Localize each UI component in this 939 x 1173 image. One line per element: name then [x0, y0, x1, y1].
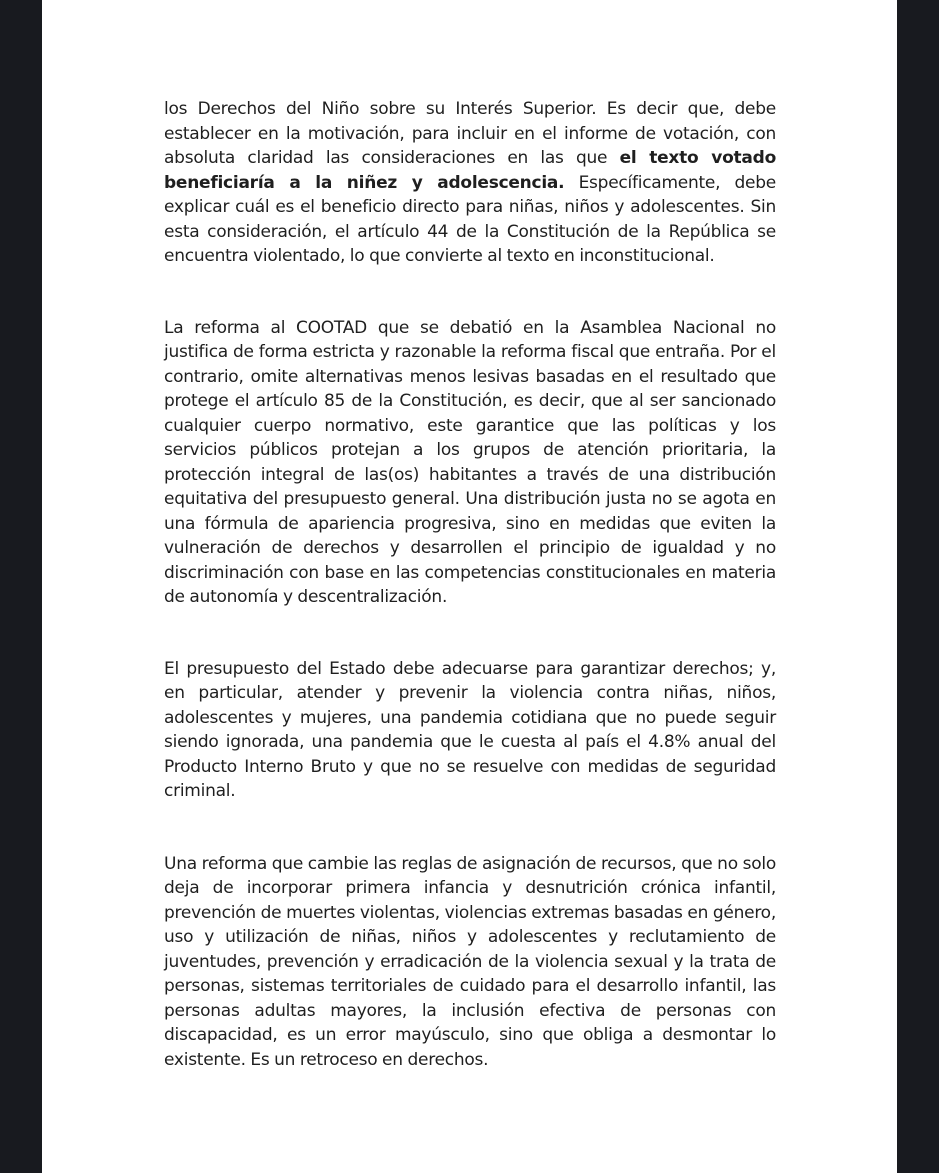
paragraph-2: La reforma al COOTAD que se debatió en la Asamblea Nacional no justifica de forma estricta y razonable la reforma fiscal que entraña. Por el contrario, omite alternativas menos lesivas basadas en el resultado que protege el artículo 85 de la Constitución, es decir, que al ser sancionado cualquier cuerpo normativo, este garantice que las políticas y los servicios públicos protejan a los grupos de atención prioritaria, la protección integral de las(os) habitantes a través de una distribución equitativa del presupuesto general. Una distribución justa no se agota en una fórmula de apariencia progresiva, sino en medidas que eviten la vulneración de derechos y desarrollen el principio de igualdad y no discriminación con base en las competencias constitucionales en materia de autonomía y descentralización.: [164, 317, 776, 607]
paragraph-1-text-end: Específicamente, debe explicar cuál es el beneficio directo para niñas, niños y adolescentes. Sin esta consideración, el artículo 44 de la Constitución de la República se encuentra violentado, lo que convierte al texto en inconstitucional.: [164, 172, 776, 266]
paragraph-1: [164, 97, 776, 269]
paragraph-4: Una reforma que cambie las reglas de asignación de recursos, que no solo deja de incorporar primera infancia y desnutrición crónica infantil, prevención de muertes violentas, violencias extremas basadas en género, uso y utilización de niñas, niños y adolescentes y reclutamiento de juventudes, prevención y erradicación de la violencia sexual y la trata de personas, sistemas territoriales de cuidado para el desarrollo infantil, las personas adultas mayores, la inclusión efectiva de personas con discapacidad, es un error mayúsculo, sino que obliga a desmontar lo existente. Es un retroceso en derechos.: [164, 853, 776, 1070]
document-page: [42, 0, 897, 1173]
document-body: [164, 97, 776, 1072]
paragraph-3: El presupuesto del Estado debe adecuarse para garantizar derechos; y, en particular, atender y prevenir la violencia contra niñas, niños, adolescentes y mujeres, una pandemia cotidiana que no puede seguir siendo ignorada, una pandemia que le cuesta al país el 4.8% anual del Producto Interno Bruto y que no se resuelve con medidas de seguridad criminal.: [164, 658, 776, 801]
paragraph-1-bold-text: el texto votado beneficiaría a la niñez y adolescencia.: [164, 148, 776, 193]
paragraph-1-text-start: los Derechos del Niño sobre su Interés Superior. Es decir que, debe establecer en la motivación, para incluir en el informe de votación, con absoluta claridad las consideraciones en las que: [164, 99, 776, 168]
